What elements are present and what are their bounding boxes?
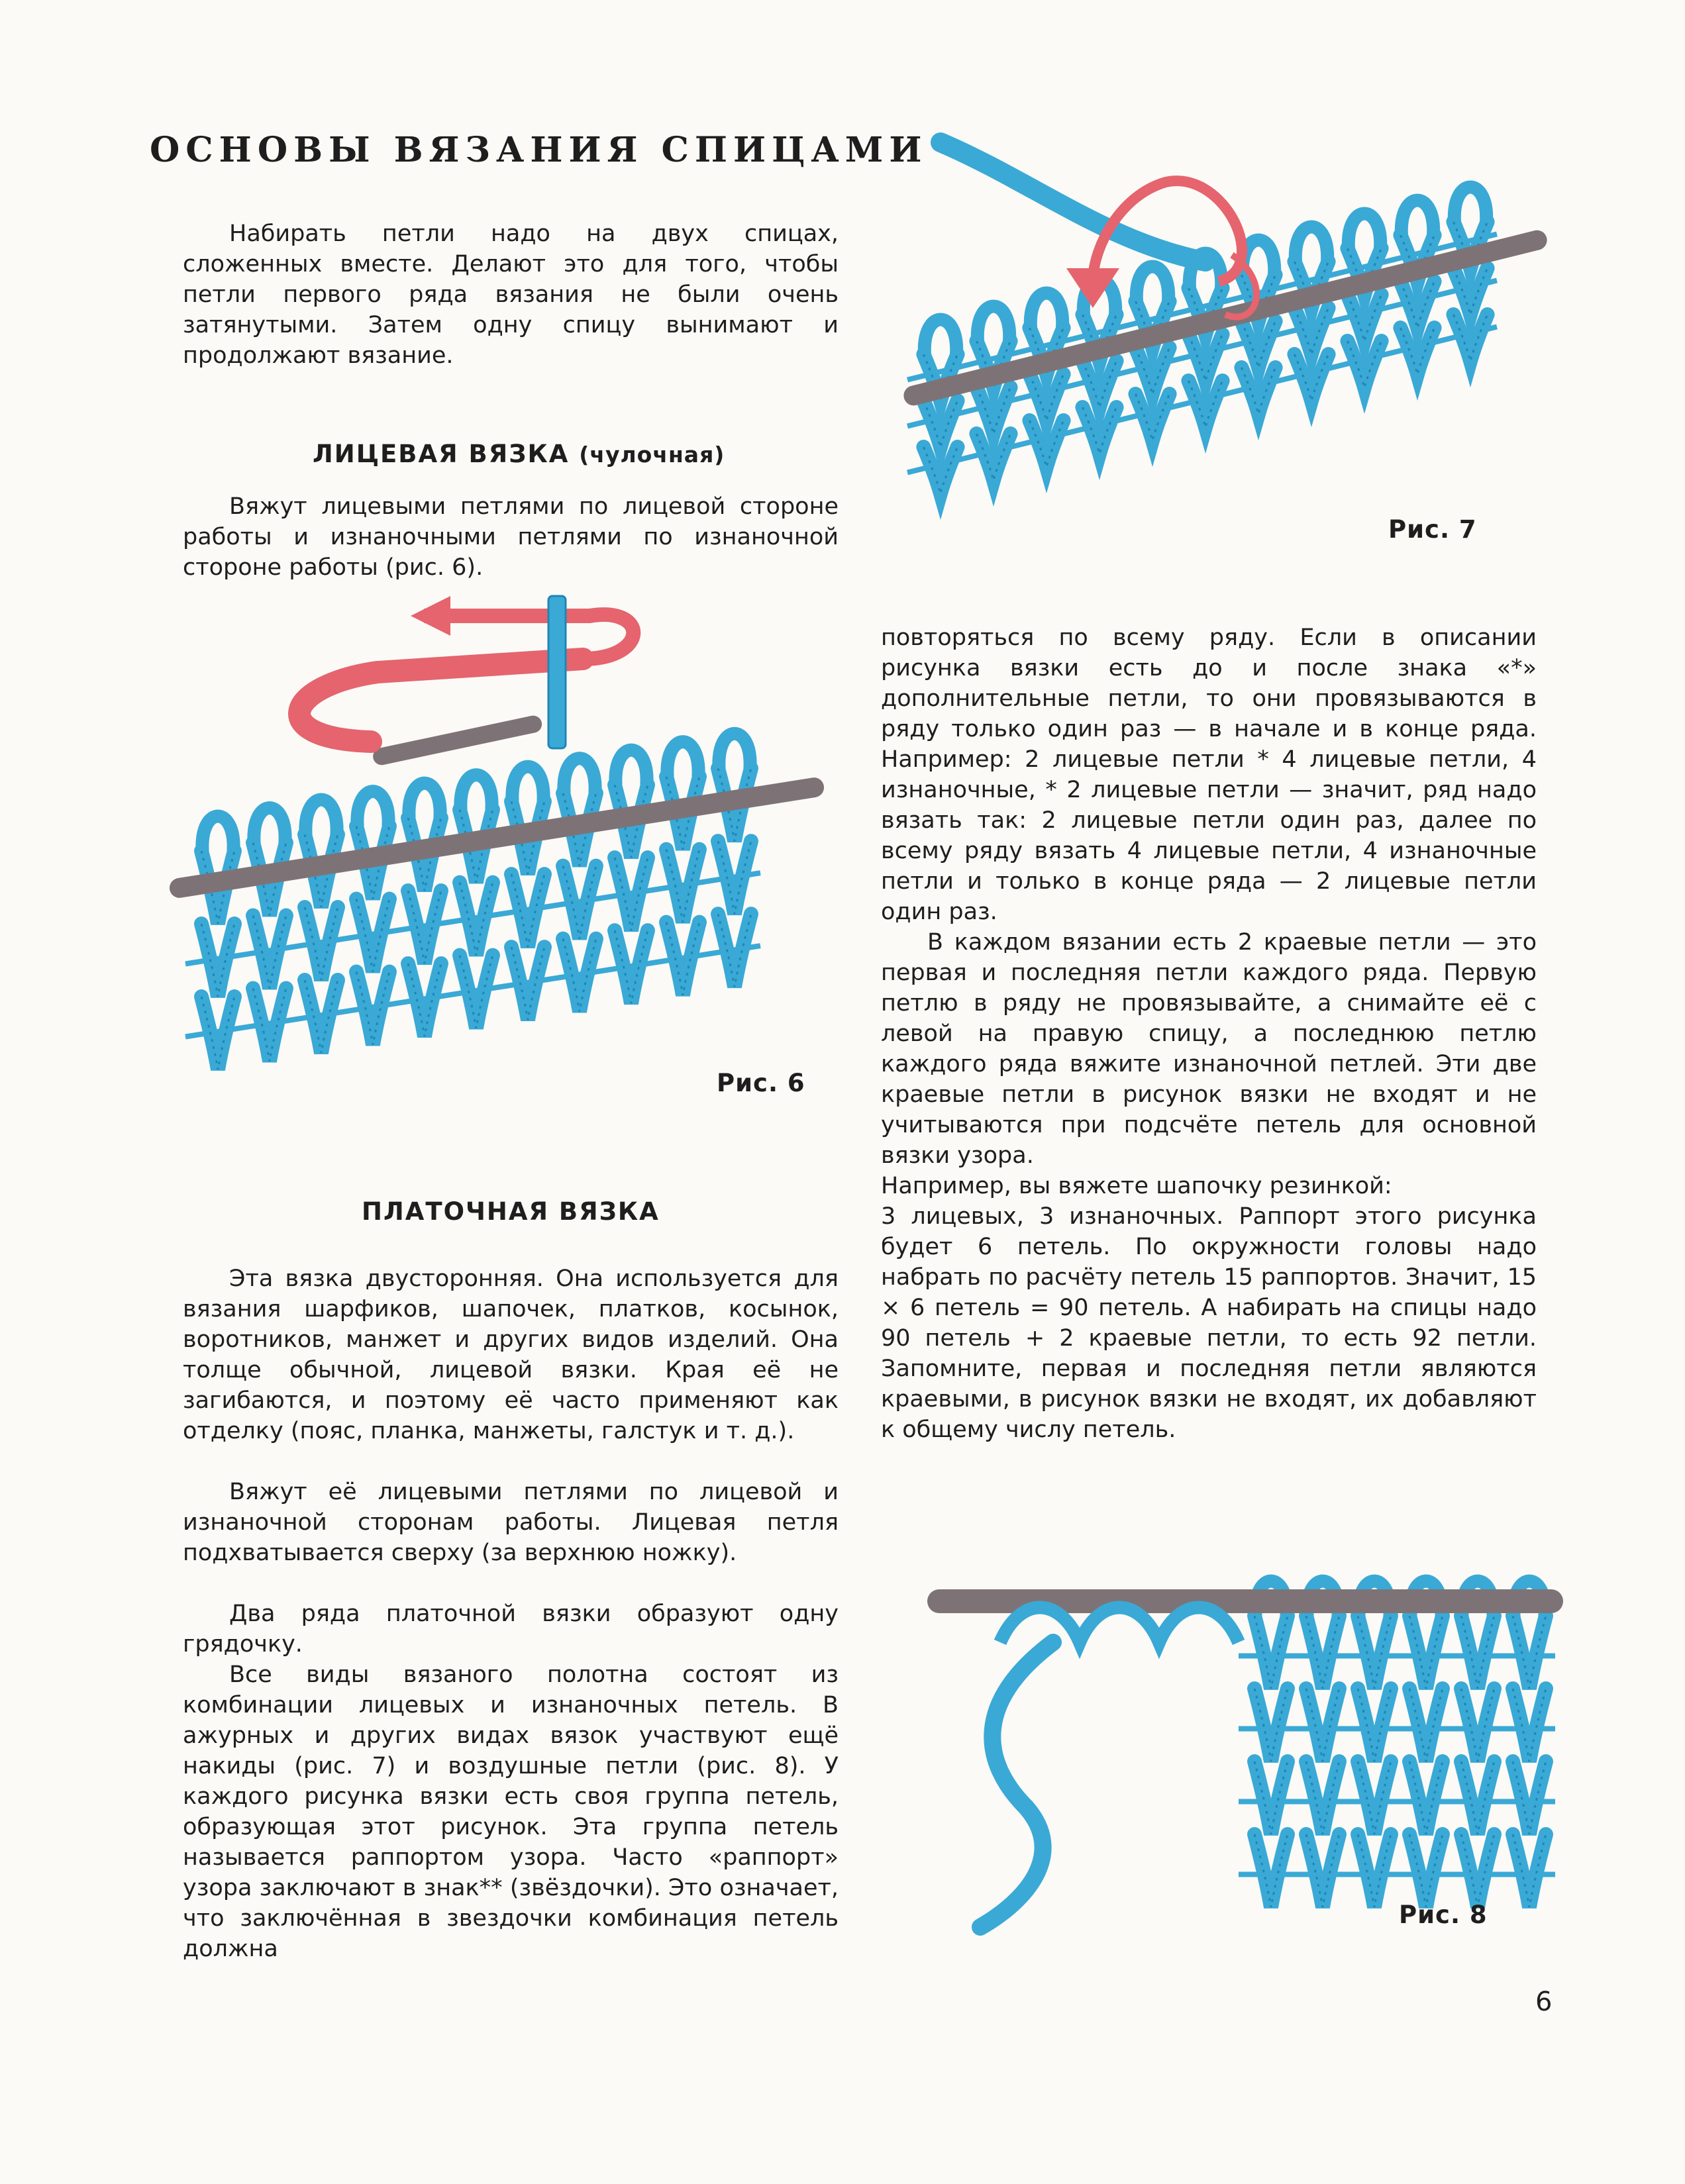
garter-heading: ПЛАТОЧНАЯ ВЯЗКА (362, 1197, 660, 1226)
needle-loop (925, 320, 956, 355)
needle-loop (1402, 201, 1433, 236)
knit-stitch (1513, 1616, 1546, 1689)
stockinette-heading (313, 440, 725, 468)
garter-paragraph-4: Все виды вязаного полотна состоят из комбинации лицевых и изнаночных петель. В ажурных и других видах вязок участвуют ещё накиды (рис. 7) и воздушные петли (рис. 8). У каждого рисунка вязки есть своя группа петель, образующая этот рисунок. Эта группа петель называется раппортом узора. Часто «раппорт» узора заключают в знак** (звёздочки). Это означает, что заключённая в звездочки комбинация петель должна (183, 1662, 839, 1962)
knit-stitch (1254, 1834, 1288, 1907)
knit-stitch (1461, 1762, 1494, 1834)
knit-stitch (1306, 1834, 1339, 1907)
needle-loop (357, 791, 388, 826)
stockinette-paragraph: Вяжут лицевыми петлями по лицевой стороне работы и изнаночными петлями по изнаночной стороне работы (рис. 6). (183, 493, 839, 581)
needle-loop (1455, 187, 1486, 223)
needle-loop (719, 734, 750, 769)
needle-loop (305, 800, 336, 835)
needle-loop (615, 750, 646, 785)
stockinette-heading-sub: (чулочная) (579, 442, 725, 468)
figure-7-caption: Рис. 7 (1388, 515, 1477, 544)
knit-stitch (1254, 1616, 1288, 1689)
needle-loop (254, 808, 285, 843)
knit-stitch (1409, 1689, 1443, 1762)
fig8-working-yarn (980, 1642, 1053, 1927)
knit-stitch (1254, 1762, 1288, 1834)
figure-8-caption: Рис. 8 (1399, 1901, 1488, 1929)
fig6-right-needle (372, 714, 544, 766)
knit-stitch (1513, 1834, 1546, 1907)
right-column-paragraph-4: 3 лицевых, 3 изнаночных. Раппорт этого рисунка будет 6 петель. По окружности головы надо набрать по расчёту петель 15 раппортов. Значит, 15 × 6 петель = 90 петель. А набирать на спицы надо 90 петель + 2 краевые петли, то есть 92 петли. Запомните, первая и последняя петли являются краевыми, в рисунок вязки не входят, их добавляют к общему числу петель. (881, 1203, 1537, 1443)
needle-loop (564, 758, 595, 793)
garter-paragraph-2: Вяжут её лицевыми петлями по лицевой и изнаночной сторонам работы. Лицевая петля подхватывается сверху (за верхнюю ножку). (183, 1479, 839, 1566)
knit-stitch (1409, 1762, 1443, 1834)
fig6-yarn-strand (548, 596, 566, 748)
needle-loop (978, 307, 1009, 342)
garter-paragraph-3: Два ряда платочной вязки образуют одну грядочку. (183, 1601, 839, 1658)
needle-loop (1349, 214, 1380, 249)
knit-stitch (1409, 1834, 1443, 1907)
intro-paragraph: Набирать петли надо на двух спицах, сложенных вместе. Делают это для того, чтобы петли первого ряда вязания не были очень затянутыми. Затем одну спицу вынимают и продолжают вязание. (183, 221, 839, 369)
garter-paragraph-1: Эта вязка двусторонняя. Она используется для вязания шарфиков, шапочек, платков, косынок, воротников, манжет и других видов изделий. Она толще обычной, лицевой вязки. Края её не загибаются, и поэтому её часто применяют как отделку (пояс, планка, манжеты, галстук и т. д.). (183, 1266, 839, 1444)
stockinette-heading-title: ЛИЦЕВАЯ ВЯЗКА (313, 440, 570, 468)
fig6-knit-fabric (185, 734, 760, 1069)
right-column-paragraph-1: повторяться по всему ряду. Если в описании рисунка вязки есть до и после знака «*» дополнительные петли, то они провязываются в ряду только один раз — в начале и в конце ряда. Например: 2 лицевые петли * 4 лицевые петли, 4 изнаночные, * 2 лицевые петли — значит, ряд надо вязать так: 2 лицевые петли один раз, далее по всему ряду вязать 4 лицевые петли, 4 изнаночные петли и только в конце ряда — 2 лицевые петли один раз. (881, 624, 1537, 925)
knit-stitch (1358, 1689, 1391, 1762)
needle-loop (1137, 267, 1168, 302)
fig7-knit-fabric (907, 187, 1497, 494)
right-column-paragraph-2: В каждом вязании есть 2 краевые петли — это первая и последняя петли каждого ряда. Первую петлю в ряду не провязывайте, а снимайте её с левой на правую спицу, а последнюю петлю каждого ряда вяжите изнаночной петлей. Эти две краевые петли в рисунок вязки не входят и не учитываются при подсчёте петель для основной вязки узора. (881, 929, 1537, 1169)
fig6-red-arrow (299, 659, 583, 742)
knit-stitch (1409, 1616, 1443, 1689)
needle-loop (460, 775, 491, 810)
fig7-yarn-strand (941, 142, 1205, 262)
knit-stitch (1254, 1689, 1288, 1762)
knit-stitch (1358, 1616, 1391, 1689)
right-column-paragraph-3: Например, вы вяжете шапочку резинкой: (881, 1173, 1392, 1199)
needle-loop (1296, 227, 1327, 262)
figure-7-illustration (901, 129, 1563, 526)
knit-stitch (1306, 1689, 1339, 1762)
knit-stitch (1461, 1616, 1494, 1689)
fig8-chain-loops (1000, 1608, 1239, 1643)
needle-loop (202, 817, 233, 852)
knit-stitch (1306, 1762, 1339, 1834)
figure-6-caption: Рис. 6 (717, 1069, 805, 1097)
needle-loop (512, 767, 543, 802)
fig8-knit-fabric (1239, 1581, 1555, 1908)
knit-stitch (1461, 1689, 1494, 1762)
knit-stitch (1358, 1762, 1391, 1834)
page-number: 6 (1535, 1987, 1553, 2017)
knit-stitch (1513, 1762, 1546, 1834)
knit-stitch (1513, 1689, 1546, 1762)
knit-stitch (1358, 1834, 1391, 1907)
knit-stitch (1461, 1834, 1494, 1907)
needle-loop (667, 742, 698, 777)
fig6-red-arrowhead (411, 596, 450, 636)
needle-loop (1031, 293, 1062, 328)
knit-stitch (1306, 1616, 1339, 1689)
needle-loop (409, 783, 440, 819)
figure-6-illustration (172, 632, 835, 1083)
page-title: ОСНОВЫ ВЯЗАНИЯ СПИЦАМИ (150, 130, 928, 170)
